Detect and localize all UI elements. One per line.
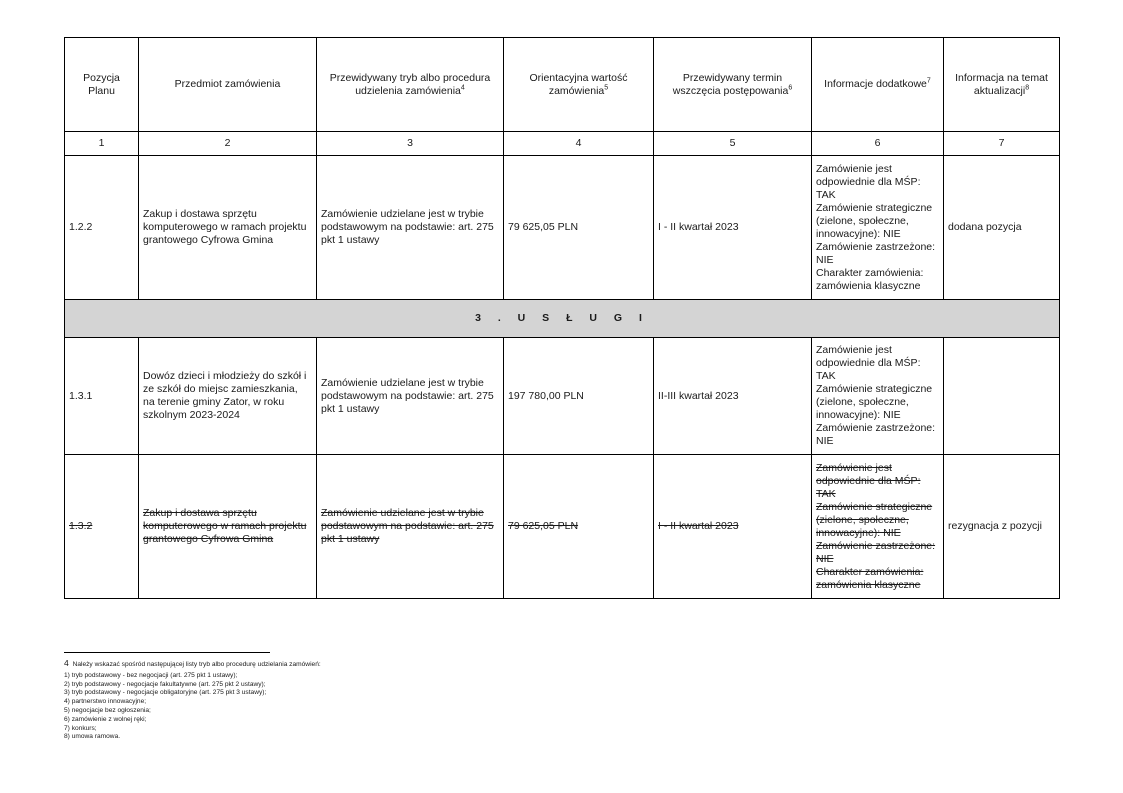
header-update: Informacja na temat aktualizacji$^8$ (944, 38, 1060, 132)
info-line: innowacyjne): NIE (816, 409, 901, 421)
info-line: Charakter zamówienia: (816, 565, 924, 578)
procedure-cell: Zamówienie udzielane jest w trybie podstawowym na podstawie: art. 275 pkt 1 ustawy (317, 156, 504, 300)
column-number: 7 (944, 132, 1060, 156)
info-line: zamówienia klasyczne (816, 578, 921, 591)
procedure-cell: Zamówienie udzielane jest w trybie podstawowym na podstawie: art. 275 pkt 1 ustawy (317, 338, 504, 455)
info-line: Zamówienie zastrzeżone: (816, 422, 936, 434)
table-row (65, 455, 1060, 599)
footnote-ref: 6 (788, 84, 793, 91)
info-line: TAK (816, 370, 836, 382)
footnote-ref: 5 (604, 84, 609, 91)
section-title: 3 . U S Ł U G I (65, 300, 1060, 338)
header-row (65, 38, 1060, 132)
info-cell (812, 455, 944, 599)
info-line: odpowiednie dla MŚP: (816, 357, 921, 369)
footnote-item: 7) konkurs; (64, 724, 97, 732)
section-row (65, 300, 1060, 338)
procurement-plan-table (64, 37, 1060, 599)
footnote-item: 3) tryb podstawowy - negocjacje obligatoryjne (art. 275 pkt 3 ustawy); (64, 689, 267, 697)
info-line: Zamówienie strategiczne (816, 201, 933, 214)
value-cell: 197 780,00 PLN (504, 338, 654, 455)
header-term: Przewidywany termin wszczęcia postępowania$^6$ (654, 38, 812, 132)
term-cell: I - II kwartał 2023 (654, 455, 812, 599)
info-cell (812, 156, 944, 300)
header-info: Informacje dodatkowe$^7$ (812, 38, 944, 132)
position-cell: 1.3.2 (65, 455, 139, 599)
column-number: 1 (65, 132, 139, 156)
info-line: Charakter zamówienia: (816, 266, 924, 279)
footnote-item: 4) partnerstwo innowacyjne; (64, 698, 147, 706)
footnote-ref: 4 (460, 84, 465, 91)
term-cell: II-III kwartał 2023 (654, 338, 812, 455)
subject-cell: Zakup i dostawa sprzętu komputerowego w ramach projektu grantowego Cyfrowa Gmina (139, 455, 317, 599)
info-line: Zamówienie zastrzeżone: (816, 240, 936, 253)
subject-cell: Dowóz dzieci i młodzieży do szkół i ze szkół do miejsc zamieszkania, na terenie gminy Zator, w roku szkolnym 2023-2024 (139, 338, 317, 455)
info-line: NIE (816, 435, 834, 447)
info-line: Zamówienie jest (816, 344, 892, 356)
column-number-row (65, 132, 1060, 156)
footnote-number: 4 (64, 658, 69, 668)
subject-cell: Zakup i dostawa sprzętu komputerowego w ramach projektu grantowego Cyfrowa Gmina (139, 156, 317, 300)
info-line: NIE (816, 253, 834, 266)
update-cell (944, 338, 1060, 455)
footnote-heading-text: Należy wskazać spośród następującej listy tryb albo procedurę udzielania zamówień: (72, 661, 321, 668)
info-line: (zielone, społeczne, (816, 214, 909, 227)
info-cell (812, 338, 944, 455)
header-procedure: Przewidywany tryb albo procedura udzielenia zamówienia$^4$ (317, 38, 504, 132)
info-line: (zielone, społeczne, (816, 396, 909, 408)
update-cell: rezygnacja z pozycji (944, 455, 1060, 599)
footnote-ref: 7 (926, 77, 931, 85)
column-number: 4 (504, 132, 654, 156)
info-line: NIE (816, 552, 834, 565)
position-cell: 1.3.1 (65, 338, 139, 455)
position-cell: 1.2.2 (65, 156, 139, 300)
info-line: (zielone, społeczne, (816, 513, 909, 526)
table-row (65, 338, 1060, 455)
header-value: Orientacyjna wartość zamówienia$^5$ (504, 38, 654, 132)
info-line: Zamówienie strategiczne (816, 383, 933, 395)
footnote-ref: 8 (1025, 84, 1030, 91)
footnote-item: 2) tryb podstawowy - negocjacje fakultatywne (art. 275 pkt 2 ustawy); (64, 680, 266, 688)
footnote-item: 5) negocjacje bez ogłoszenia; (64, 706, 151, 714)
info-line: innowacyjne): NIE (816, 227, 901, 240)
info-line: Zamówienie jest (816, 461, 892, 474)
footnote-item: 1) tryb podstawowy - bez negocjacji (art. 275 pkt 1 ustawy); (64, 671, 238, 679)
procedure-cell: Zamówienie udzielane jest w trybie podstawowym na podstawie: art. 275 pkt 1 ustawy (317, 455, 504, 599)
column-number: 5 (654, 132, 812, 156)
footnote-item: 6) zamówienie z wolnej ręki; (64, 715, 147, 723)
info-line: TAK (816, 188, 836, 201)
footnote-separator (64, 652, 270, 653)
column-number: 3 (317, 132, 504, 156)
info-line: innowacyjne): NIE (816, 526, 901, 539)
info-line: odpowiednie dla MŚP: (816, 175, 921, 188)
header-subject: Przedmiot zamówienia (139, 38, 317, 132)
column-number: 6 (812, 132, 944, 156)
info-line: zamówienia klasyczne (816, 279, 921, 292)
update-cell: dodana pozycja (944, 156, 1060, 300)
info-line: Zamówienie jest (816, 162, 892, 175)
footnotes (64, 659, 764, 742)
info-line: odpowiednie dla MŚP: (816, 474, 921, 487)
info-line: Zamówienie strategiczne (816, 500, 933, 513)
info-line: Zamówienie zastrzeżone: (816, 539, 936, 552)
table-row (65, 156, 1060, 300)
header-position: Pozycja Planu (65, 38, 139, 132)
footnote-item: 8) umowa ramowa. (64, 733, 121, 741)
term-cell: I - II kwartał 2023 (654, 156, 812, 300)
info-line: TAK (816, 487, 836, 500)
footnote-heading (64, 659, 764, 670)
value-cell: 79 625,05 PLN (504, 455, 654, 599)
column-number: 2 (139, 132, 317, 156)
value-cell: 79 625,05 PLN (504, 156, 654, 300)
